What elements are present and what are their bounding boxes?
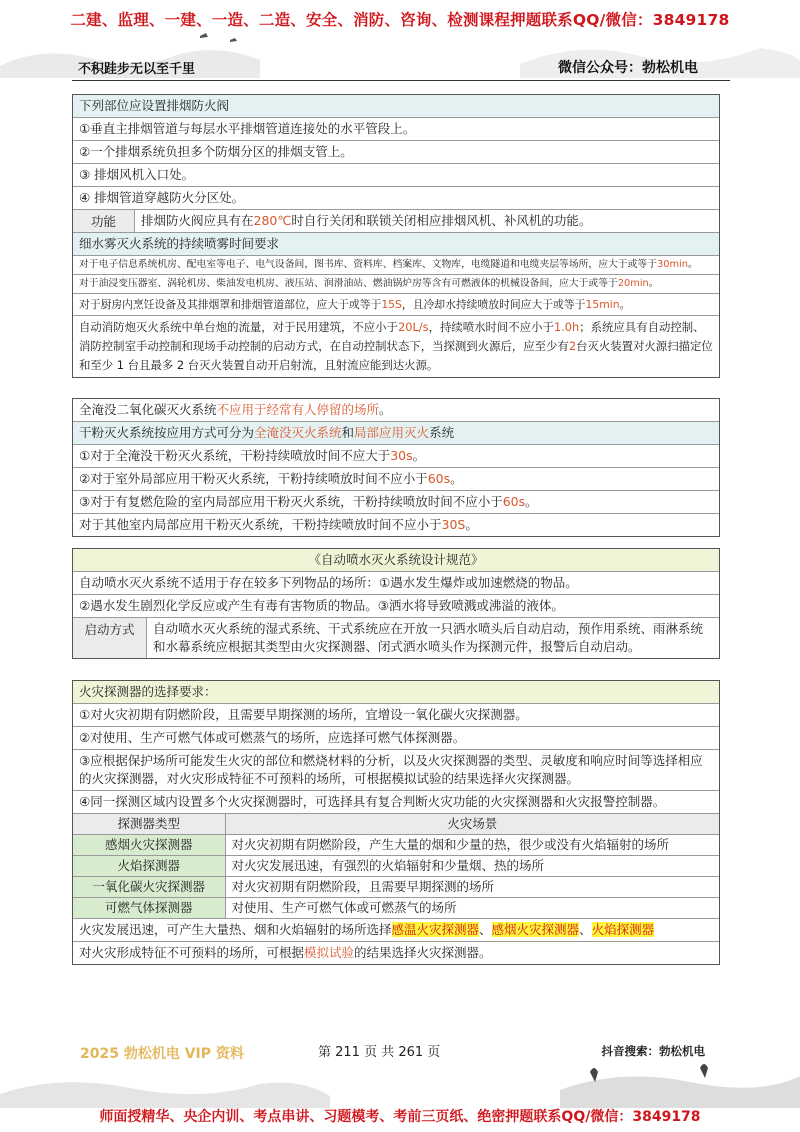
header-divider — [72, 80, 730, 81]
detector-type: 感烟火灾探测器 — [73, 835, 225, 856]
section5-title: 火灾探测器的选择要求： — [73, 681, 719, 703]
co2-line: 全淹没二氧化碳灭火系统不应用于经常有人停留的场所。 — [79, 402, 392, 417]
detector-summary-2: 对火灾形成特征不可预料的场所，可根据模拟试验的结果选择火灾探测器。 — [73, 941, 719, 964]
footer-search: 抖音搜索：勃松机电 — [601, 1044, 705, 1058]
detector-item: ②对使用、生产可燃气体或可燃蒸气的场所，应选择可燃气体探测器。 — [73, 726, 719, 749]
table-header-scene: 火灾场景 — [225, 814, 719, 835]
detector-scene: 对火灾初期有阴燃阶段，产生大量的烟和少量的热，很少或没有火焰辐射的场所 — [225, 835, 719, 856]
startup-text: 自动喷水灭火系统的湿式系统、干式系统应在开放一只洒水喷头后自动启动，预作用系统、雨淋系统和水幕系统应根据其类型由火灾探测器、闭式洒水喷头作为探测元件，报警后自动启动。 — [153, 621, 704, 654]
section1-item: ④ 排烟管道穿越防火分区处。 — [73, 186, 719, 209]
sprinkler-line-1: 自动喷水灭火系统不适用于存在较多下列物品的场所：①遇水发生爆炸或加速燃烧的物品。 — [73, 571, 719, 594]
ink-landscape-bottom — [0, 1060, 800, 1108]
mist-line-1: 对于电子信息系统机房、配电室等电子、电气设备间，图书库、资料库、档案库、文物库，电缆隧道和电缆夹层等场所，应大于或等于30min。 — [73, 255, 719, 274]
top-banner: 二建、监理、一建、一造、二造、安全、消防、咨询、检测课程押题联系QQ/微信：3849178 — [70, 11, 730, 29]
dry-powder-block — [72, 398, 720, 537]
bottom-banner: 师面授精华、央企内训、考点串讲、习题模考、考前三页纸、绝密押题联系QQ/微信：3849178 — [99, 1109, 701, 1125]
powder-item: ③对于有复燃危险的室内局部应用干粉灭火系统，干粉持续喷放时间不应小于60s。 — [73, 490, 719, 513]
mist-line-2: 对于油浸变压器室、涡轮机房、柴油发电机房、液压站、润滑油站、燃油锅炉房等含有可燃液体的机械设备间，应大于或等于20min。 — [73, 274, 719, 293]
page-number: 第 211 页 共 261 页 — [318, 1045, 441, 1060]
header-motto: 不积跬步无以至千里 — [78, 62, 196, 77]
detector-block — [72, 680, 720, 965]
powder-item: 对于其他室内局部应用干粉灭火系统，干粉持续喷放时间不应小于30S。 — [73, 513, 719, 536]
function-text: 排烟防火阀应具有在280℃时自行关闭和联锁关闭相应排烟风机、补风机的功能。 — [141, 213, 592, 228]
footer-vip-label: 2025 勃松机电 VIP 资料 — [80, 1046, 244, 1062]
header-wechat: 微信公众号：勃松机电 — [558, 60, 698, 76]
sprinkler-line-2: ②遇水发生剧烈化学反应或产生有毒有害物质的物品。③洒水将导致喷溅或沸溢的液体。 — [73, 594, 719, 617]
detector-item: ③应根据保护场所可能发生火灾的部位和燃烧材料的分析，以及火灾探测器的类型、灵敏度和响应时间等选择相应的火灾探测器，对火灾形成特征不可预料的场所，可根据模拟试验的结果选择火灾探测器。 — [73, 749, 719, 790]
section1-item: ②一个排烟系统负担多个防烟分区的排烟支管上。 — [73, 140, 719, 163]
table-header-type: 探测器类型 — [73, 814, 225, 835]
section4-title: 《自动喷水灭火系统设计规范》 — [73, 549, 719, 571]
table-row — [73, 877, 719, 898]
powder-item: ①对于全淹没干粉灭火系统，干粉持续喷放时间不应大于30s。 — [73, 444, 719, 467]
section1-item: ①垂直主排烟管道与每层水平排烟管道连接处的水平管段上。 — [73, 117, 719, 140]
detector-item: ④同一探测区域内设置多个火灾探测器时，可选择具有复合判断火灾功能的火灾探测器和火灾报警控制器。 — [73, 790, 719, 813]
smoke-damper-block — [72, 94, 720, 378]
detector-table — [73, 813, 719, 918]
section3-title: 干粉灭火系统按应用方式可分为全淹没灭火系统和局部应用灭火系统 — [73, 421, 719, 444]
detector-scene: 对火灾初期有阴燃阶段，且需要早期探测的场所 — [225, 877, 719, 898]
section2-title: 细水雾灭火系统的持续喷雾时间要求 — [73, 232, 719, 255]
sprinkler-block — [72, 548, 720, 659]
startup-label: 启动方式 — [73, 618, 147, 658]
detector-type: 一氧化碳火灾探测器 — [73, 877, 225, 898]
mist-line-3: 对于厨房内烹饪设备及其排烟罩和排烟管道部位，应大于或等于15S，且冷却水持续喷放时间应大于或等于15min。 — [73, 293, 719, 315]
detector-summary-1: 火灾发展迅速，可产生大量热、烟和火焰辐射的场所选择感温火灾探测器、感烟火灾探测器、火焰探测器 — [73, 918, 719, 941]
section1-title: 下列部位应设置排烟防火阀 — [73, 95, 719, 117]
table-row — [73, 856, 719, 877]
table-row — [73, 835, 719, 856]
detector-scene: 对火灾发展迅速，有强烈的火焰辐射和少量烟、热的场所 — [225, 856, 719, 877]
table-header-row — [73, 814, 719, 835]
table-row — [73, 898, 719, 919]
fire-monitor-paragraph: 自动消防炮灭火系统中单台炮的流量，对于民用建筑，不应小于20L/s，持续喷水时间不应小于1.0h；系统应具有自动控制、消防控制室手动控制和现场手动控制的启动方式，在自动控制状态下，当探测到火源后，应至少有2台灭火装置对火源扫描定位和至少 1 台且最多 2 台灭火装置自动开启射流，且射流应能到达火源。 — [73, 315, 719, 377]
section1-item: ③ 排烟风机入口处。 — [73, 163, 719, 186]
startup-row — [73, 617, 719, 658]
detector-type: 火焰探测器 — [73, 856, 225, 877]
function-row — [73, 209, 719, 232]
function-label: 功能 — [73, 210, 135, 232]
detector-type: 可燃气体探测器 — [73, 898, 225, 919]
powder-item: ②对于室外局部应用干粉灭火系统，干粉持续喷放时间不应小于60s。 — [73, 467, 719, 490]
detector-scene: 对使用、生产可燃气体或可燃蒸气的场所 — [225, 898, 719, 919]
detector-item: ①对火灾初期有阴燃阶段，且需要早期探测的场所，宜增设一氧化碳火灾探测器。 — [73, 703, 719, 726]
